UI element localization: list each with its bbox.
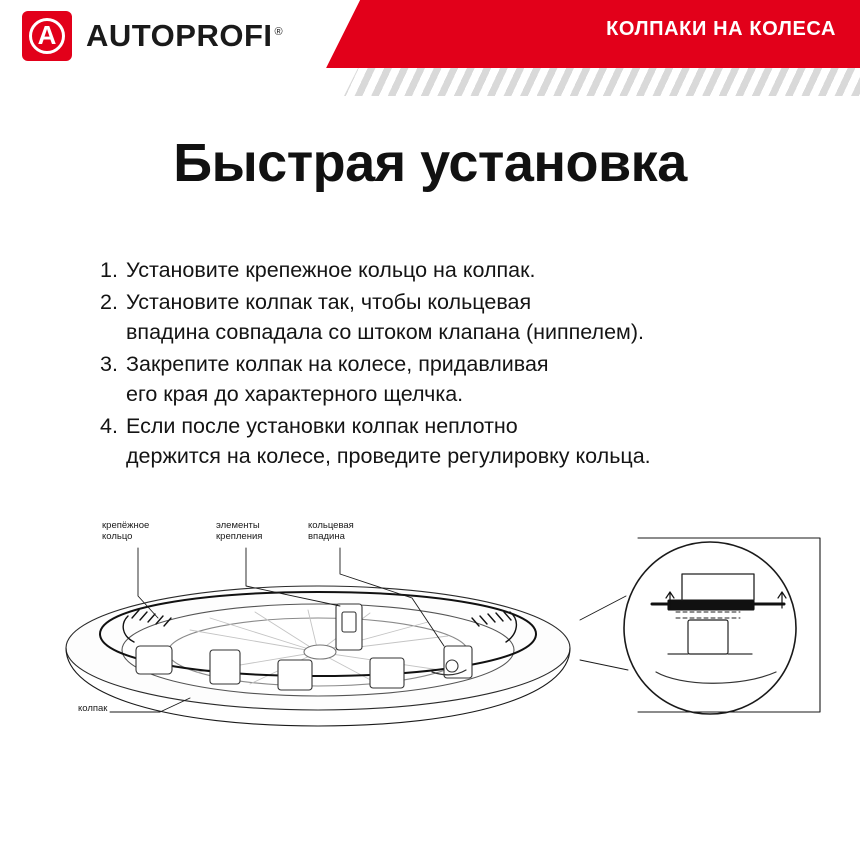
hubcap-diagram [40,500,830,740]
instruction-list [100,255,800,473]
header-bar [0,0,860,96]
callout-line: впадина [308,531,345,542]
step-text [126,411,800,471]
page-title: Быстрая установка [173,133,687,193]
step-line: Если после установки колпак неплотно [126,414,518,438]
step-text [126,255,800,285]
callout-ring-groove [308,520,354,542]
list-item [100,287,800,347]
step-line: Установите крепежное кольцо на колпак. [126,258,536,282]
callout-line: крепления [216,531,263,542]
autoprofi-mark-icon [22,11,72,61]
brand-logo[interactable] [22,11,283,61]
step-line: впадина совпадала со штоком клапана (ниппелем). [126,320,644,344]
callout-hubcap [78,703,107,714]
callout-fixing-elements [216,520,262,542]
step-number: 2. [100,290,118,314]
step-line: его края до характерного щелчка. [126,382,464,406]
step-number: 3. [100,352,118,376]
list-item [100,255,800,285]
step-line: держится на колесе, проведите регулировку кольца. [126,444,651,468]
hubcap-diagram-svg [40,500,830,740]
callout-line: кольцо [102,531,133,542]
callout-line: элементы [216,520,260,531]
category-title: КОЛПАКИ НА КОЛЕСА [606,18,836,40]
logo-letter: A [37,20,57,50]
callout-line: колпак [78,703,108,714]
list-item [100,349,800,409]
step-number: 4. [100,414,118,438]
step-line: Закрепите колпак на колесе, придавливая [126,352,549,376]
header-hatch-pattern [318,68,860,96]
callout-line: кольцевая [308,520,354,531]
step-text [126,287,800,347]
step-line: Установите колпак так, чтобы кольцевая [126,290,532,314]
brand-registered-mark: ® [274,25,284,38]
brand-name [86,18,283,54]
callout-line: крепёжное [102,520,150,531]
step-number: 1. [100,258,118,282]
step-text [126,349,800,409]
brand-name-text: AUTOPROFI [86,18,273,53]
callout-fixing-ring [102,520,149,542]
list-item [100,411,800,471]
